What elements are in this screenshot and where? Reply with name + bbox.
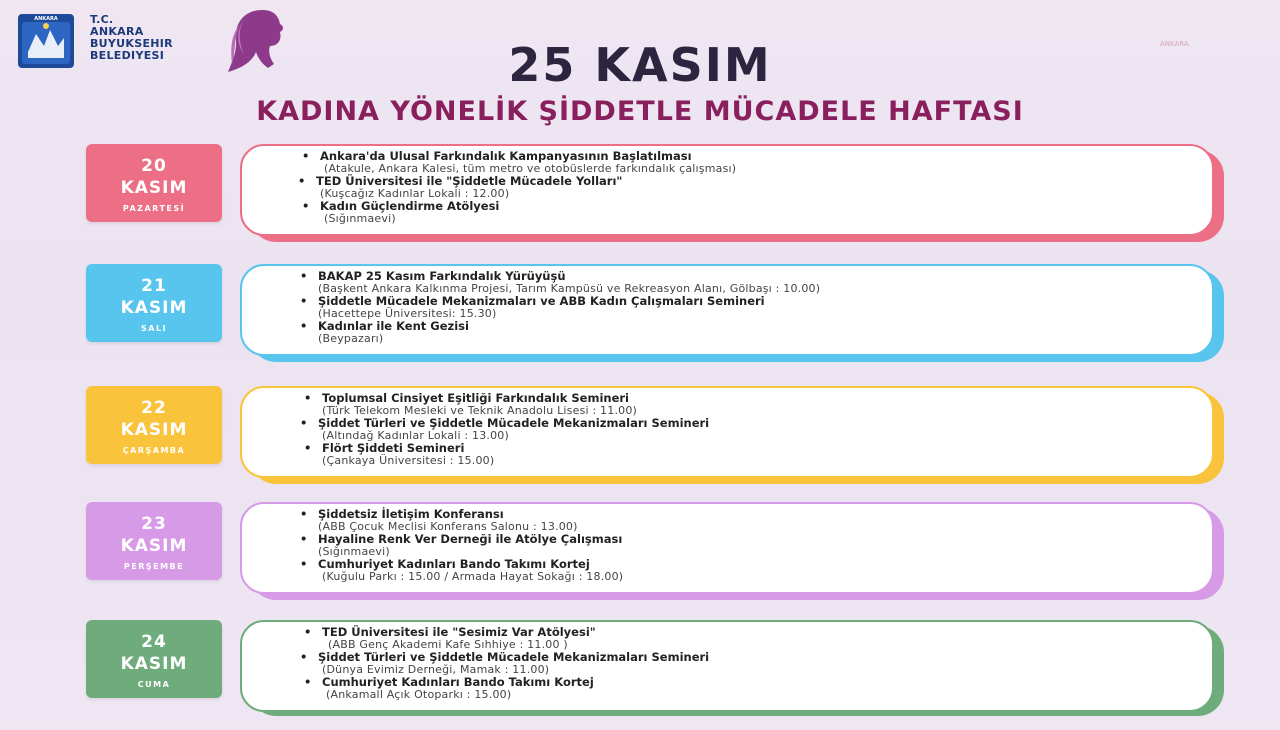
day-row-22 <box>0 386 1280 496</box>
event-title: • TED Üniversitesi ile "Sesimiz Var Atölyesi" <box>322 626 709 639</box>
day-row-23 <box>0 502 1280 612</box>
svg-text:ANKARA: ANKARA <box>34 16 58 22</box>
date-month: KASIM <box>120 178 188 198</box>
date-number: 21 <box>141 276 167 296</box>
event-detail: (ABB Çocuk Meclisi Konferans Salonu : 13.00) <box>318 520 578 533</box>
date-weekday: ÇARŞAMBA <box>122 446 186 455</box>
watermark: ANKARA <box>1160 40 1189 48</box>
event-detail: (Altındağ Kadınlar Lokali : 13.00) <box>322 429 509 442</box>
event-list <box>318 391 710 467</box>
event-detail: (Kuşcağız Kadınlar Lokali : 12.00) <box>320 187 510 200</box>
event-detail: (Atakule, Ankara Kalesi, tüm metro ve otobüslerde farkındalık çalışması) <box>324 162 737 175</box>
event-detail: (Çankaya Üniversitesi : 15.00) <box>322 454 495 467</box>
event-title: • Şiddet Türleri ve Şiddetle Mücadele Mekanizmaları Semineri <box>318 417 709 430</box>
event-detail: (Dünya Evimiz Derneği, Mamak : 11.00) <box>322 663 550 676</box>
event-list <box>318 270 820 345</box>
event-title: • TED Üniversitesi ile "Şiddetle Mücadele Yolları" <box>316 175 736 188</box>
event-list <box>318 508 623 583</box>
event-title: • Kadın Güçlendirme Atölyesi <box>320 200 736 213</box>
event-detail: (Sığınmaevi) <box>318 545 390 558</box>
event-title: • Şiddet Türleri ve Şiddetle Mücadele Mekanizmaları Semineri <box>318 651 709 664</box>
event-detail: (ABB Genç Akademi Kafe Sıhhiye : 11.00 ) <box>328 638 568 651</box>
event-detail: (Kuğulu Parkı : 15.00 / Armada Hayat Sokağı : 18.00) <box>322 570 624 583</box>
date-month: KASIM <box>120 654 188 674</box>
event-card <box>240 620 1214 712</box>
event-detail: (Ankamall Açık Otoparkı : 15.00) <box>326 688 512 701</box>
event-title: • Şiddetle Mücadele Mekanizmaları ve ABB Kadın Çalışmaları Semineri <box>318 295 820 308</box>
date-weekday: PERŞEMBE <box>123 562 185 571</box>
event-detail: (Hacettepe Üniversitesi: 15.30) <box>318 307 497 320</box>
event-title: • Hayaline Renk Ver Derneği ile Atölye Çalışması <box>318 533 623 546</box>
date-weekday: SALI <box>140 324 168 333</box>
date-weekday: CUMA <box>137 680 171 689</box>
date-number: 23 <box>141 514 167 534</box>
event-title: • Şiddetsiz İletişim Konferansı <box>318 508 623 521</box>
date-month: KASIM <box>120 420 188 440</box>
event-list <box>316 149 737 225</box>
event-detail: (Başkent Ankara Kalkınma Projesi, Tarım Kampüsü ve Rekreasyon Alanı, Gölbaşı : 10.00) <box>318 282 821 295</box>
date-number: 24 <box>141 632 167 652</box>
day-row-20 <box>0 144 1280 254</box>
event-detail: (Türk Telekom Mesleki ve Teknik Anadolu Lisesi : 11.00) <box>322 404 638 417</box>
event-list <box>318 625 710 701</box>
date-month: KASIM <box>120 536 188 556</box>
event-title: • Cumhuriyet Kadınları Bando Takımı Kortej <box>322 676 709 689</box>
date-badge <box>86 502 222 580</box>
org-line: BELEDIYESI <box>90 49 165 62</box>
header <box>0 0 1280 140</box>
event-detail: (Sığınmaevi) <box>324 212 396 225</box>
event-title: • Toplumsal Cinsiyet Eşitliği Farkındalık Semineri <box>322 392 709 405</box>
org-line: T.C. <box>90 13 114 26</box>
event-title: • Flört Şiddeti Semineri <box>322 442 709 455</box>
day-row-21 <box>0 264 1280 374</box>
event-title: • BAKAP 25 Kasım Farkındalık Yürüyüşü <box>318 270 820 283</box>
date-month: KASIM <box>120 298 188 318</box>
date-badge <box>86 386 222 464</box>
event-card <box>240 386 1214 478</box>
day-row-24 <box>0 620 1280 730</box>
date-number: 22 <box>141 398 167 418</box>
date-number: 20 <box>141 156 167 176</box>
event-detail: (Beypazarı) <box>318 332 384 345</box>
event-card <box>240 502 1214 594</box>
date-badge <box>86 620 222 698</box>
event-title: • Ankara'da Ulusal Farkındalık Kampanyasının Başlatılması <box>320 150 736 163</box>
event-title: • Kadınlar ile Kent Gezisi <box>318 320 820 333</box>
org-line: BUYUKSEHIR <box>90 37 173 50</box>
date-badge <box>86 264 222 342</box>
event-card <box>240 264 1214 356</box>
page-subtitle: KADINA YÖNELİK ŞİDDETLE MÜCADELE HAFTASI <box>256 96 1024 127</box>
date-weekday: PAZARTESİ <box>122 204 186 213</box>
event-title: • Cumhuriyet Kadınları Bando Takımı Kortej <box>318 558 623 571</box>
page-title: 25 KASIM <box>508 38 772 92</box>
date-badge <box>86 144 222 222</box>
event-card <box>240 144 1214 236</box>
org-line: ANKARA <box>90 25 144 38</box>
